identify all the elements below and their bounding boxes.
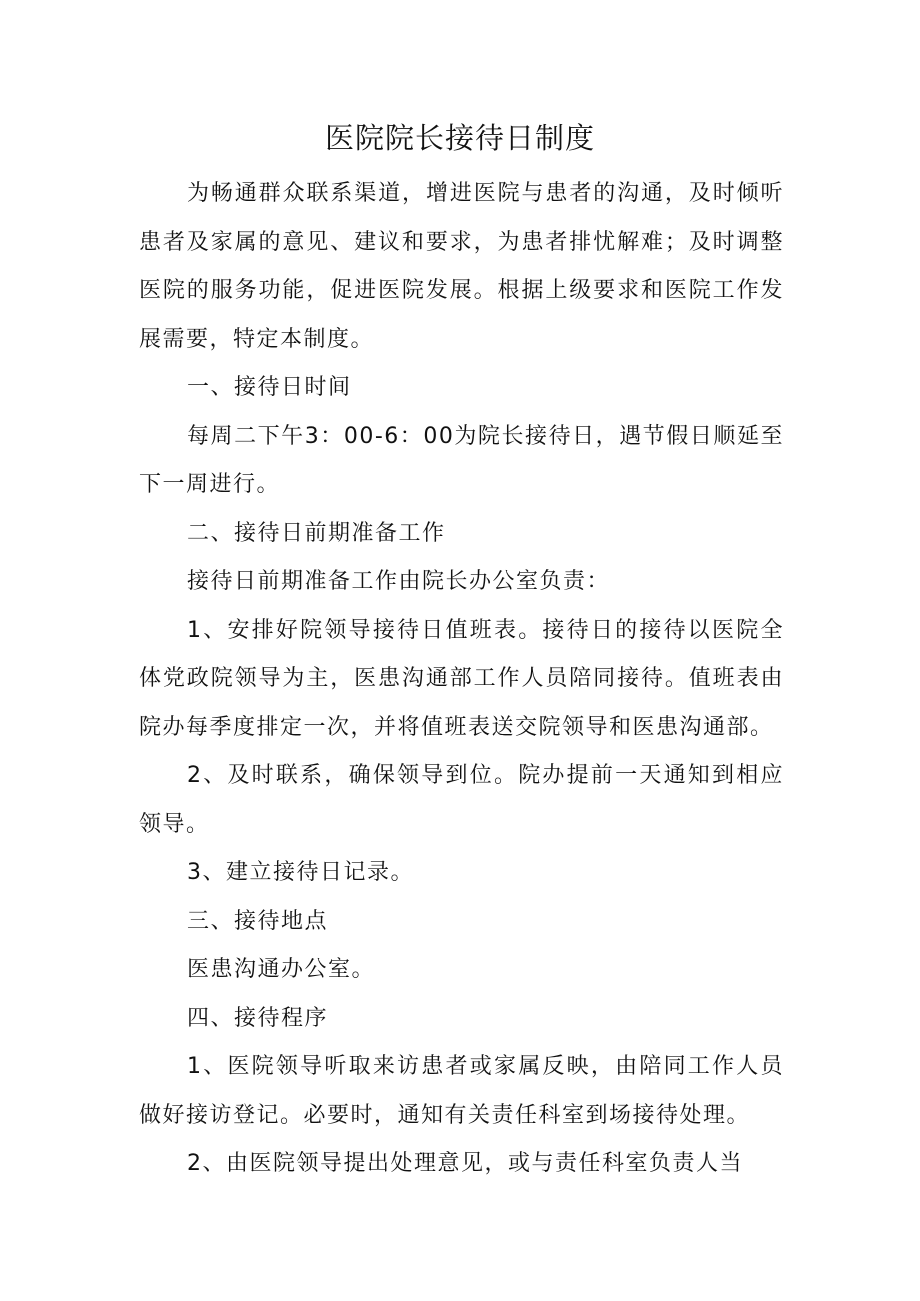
paragraph-procedure-item-2: 2、由医院领导提出处理意见，或与责任科室负责人当 — [187, 1151, 743, 1176]
paragraph-preparation-lead: 接待日前期准备工作由院长办公室负责： — [187, 569, 611, 594]
section-heading-reception-time: 一、接待日时间 — [187, 375, 352, 400]
paragraph-intro: 为畅通群众联系渠道，增进医院与患者的沟通，及时倾听患者及家属的意见、建议和要求，为患者排忧解难；及时调整医院的服务功能，促进医院发展。根据上级要求和医院工作发展需要，特定本制度。 — [139, 181, 784, 352]
section-heading-location: 三、接待地点 — [187, 908, 329, 934]
document-title: 医院院长接待日制度 — [324, 121, 595, 155]
paragraph-preparation-item-3: 3、建立接待日记录。 — [187, 860, 414, 885]
paragraph-preparation-item-2: 2、及时联系，确保领导到位。院办提前一天通知到相应领导。 — [139, 763, 784, 837]
document-body — [139, 170, 784, 1189]
paragraph-preparation-item-1: 1、安排好院领导接待日值班表。接待日的接待以医院全体党政院领导为主，医患沟通部工作人员陪同接待。值班表由院办每季度排定一次，并将值班表送交院领导和医患沟通部。 — [139, 617, 784, 740]
section-heading-procedure: 四、接待程序 — [187, 1005, 329, 1031]
paragraph-location: 医患沟通办公室。 — [187, 957, 376, 982]
paragraph-reception-time: 每周二下午3：00-6：00为院长接待日，遇节假日顺延至下一周进行。 — [139, 423, 784, 497]
paragraph-procedure-item-1: 1、医院领导听取来访患者或家属反映，由陪同工作人员做好接访登记。必要时，通知有关责任科室到场接待处理。 — [139, 1054, 784, 1128]
section-heading-preparation: 二、接待日前期准备工作 — [187, 520, 446, 546]
